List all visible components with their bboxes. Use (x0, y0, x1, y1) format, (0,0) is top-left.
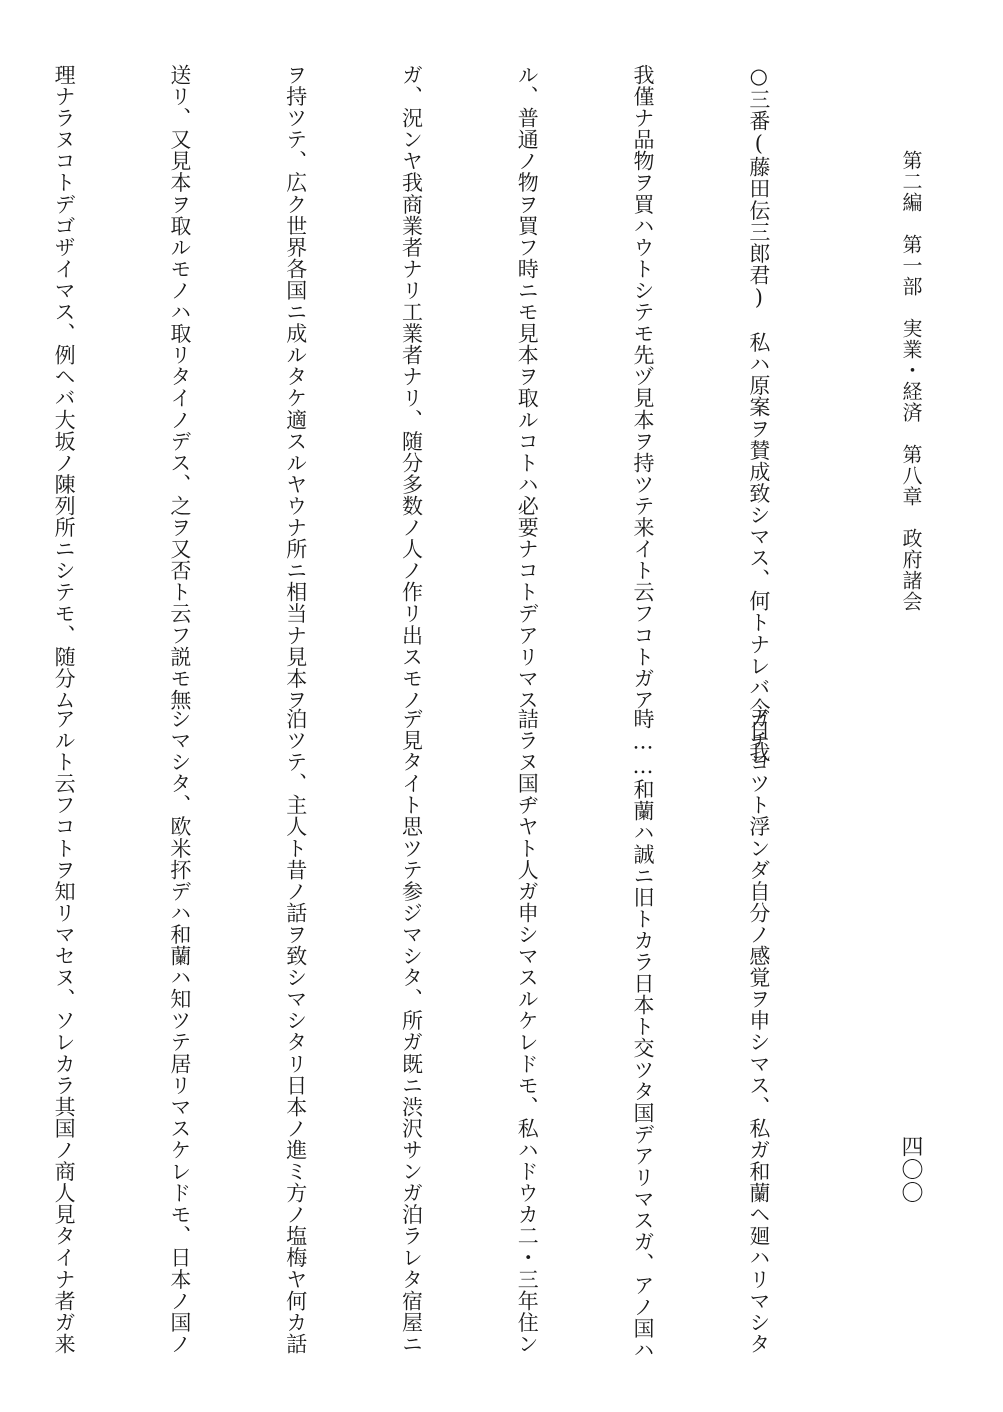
upper-text-block (52, 64, 855, 763)
text-line: シマシタ、欧米抔デハ和蘭ハ知ツテ居リマスケレドモ、日本ノ国ノ (167, 708, 192, 1355)
text-line: ル、普通ノ物ヲ買フ時ニモ見本ヲ取ルコトハ必要ナコトデアリマス (515, 64, 540, 711)
text-line: 泊ツテ、主人ト昔ノ話ヲ致シマシタリ日本ノ進ミ方ノ塩梅ヤ何カ話 (283, 708, 308, 1355)
text-line: 時……和蘭ハ誠ニ旧トカラ日本ト交ツタ国デアリマスガ、アノ国ハ (631, 708, 656, 1361)
text-line: デ見タイト思ツテ参ジマシタ、所ガ既ニ渋沢サンガ泊ラレタ宿屋ニ (399, 708, 424, 1355)
text-line: 理ナラヌコトデゴザイマス、例ヘバ大坂ノ陳列所ニシテモ、随分ム (52, 64, 77, 711)
text-line: 我僅ナ品物ヲ買ハウトシテモ先ヅ見本ヲ持ツテ来イト云フコトガア (631, 64, 656, 711)
text-line: 送リ、又見本ヲ取ルモノハ取リタイノデス、之ヲ又否ト云フ説モ無 (167, 64, 192, 711)
text-line: ヲ持ツテ、広ク世界各国ニ成ルタケ適スルヤウナ所ニ相当ナ見本ヲ (283, 64, 308, 711)
text-line: ガ、況ンヤ我商業者ナリ工業者ナリ、随分多数ノ人ノ作リ出スモノ (399, 64, 424, 711)
page-number: 四〇〇 (898, 1135, 923, 1204)
lower-text-block (52, 708, 855, 1361)
running-head: 第二編 第一部 実業・経済 第八章 政府諸会 (899, 150, 923, 612)
text-line: 詰ラヌ国ヂヤト人ガ申シマスルケレドモ、私ハドウカ二・三年住ン (515, 708, 540, 1355)
text-line: ガチヨツト浮ンダ自分ノ感覚ヲ申シマス、私ガ和蘭ヘ廻ハリマシタ (746, 708, 771, 1355)
text-line: ○三番(藤田伝三郎君) 私ハ原案ヲ賛成致シマス、何トナレバ今日我 (746, 64, 771, 763)
text-line: アルト云フコトヲ知リマセヌ、ソレカラ其国ノ商人見タイナ者ガ来 (52, 708, 77, 1355)
